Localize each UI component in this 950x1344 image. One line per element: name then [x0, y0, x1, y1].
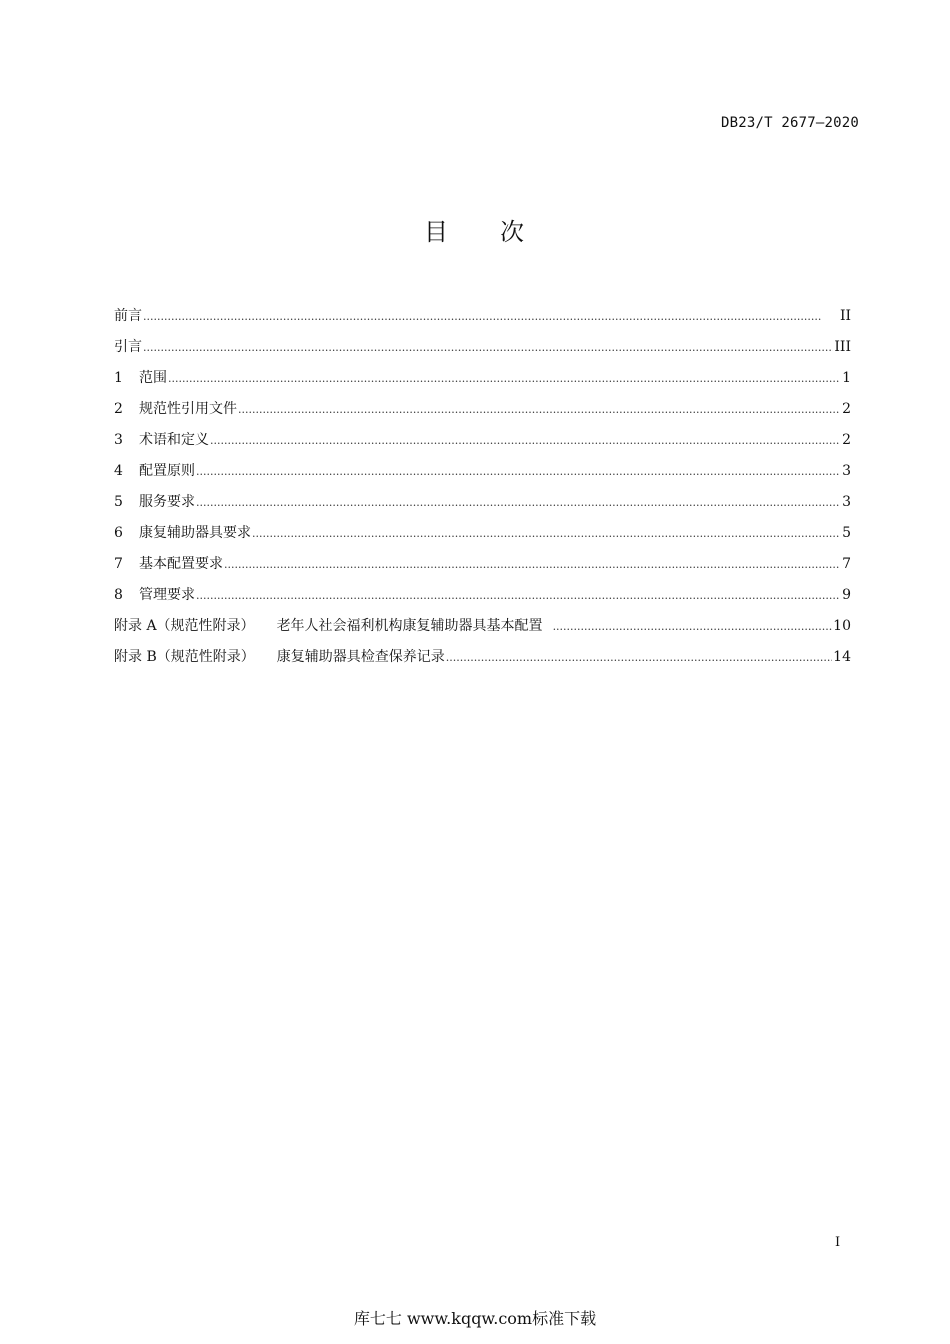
toc-entry-number: 7	[114, 555, 123, 572]
document-code: DB23/T 2677—2020	[720, 115, 859, 131]
toc-entry-5[interactable]	[114, 486, 851, 517]
toc-entry-label: 范围	[139, 369, 167, 386]
toc-entry-page: 7	[842, 555, 851, 572]
toc-entry-7[interactable]	[114, 548, 851, 579]
toc-entry-page: 3	[842, 493, 851, 510]
toc-entry-label: 引言	[114, 338, 142, 355]
toc-entry-label: 附录 B（规范性附录）	[114, 648, 255, 665]
toc-leader-dots	[196, 587, 840, 605]
footer-watermark-text: 库七七 www.kqqw.com标准下载	[353, 1309, 597, 1328]
toc-list	[114, 300, 851, 672]
toc-entry-1[interactable]	[114, 362, 851, 393]
toc-entry-number: 4	[114, 462, 123, 479]
toc-entry-4[interactable]	[114, 455, 851, 486]
toc-entry-page: 5	[842, 524, 851, 541]
toc-entry-page: 2	[842, 431, 851, 448]
toc-entry-appendix-b[interactable]	[114, 641, 851, 672]
toc-leader-dots	[224, 556, 840, 574]
toc-entry-number: 8	[114, 586, 123, 603]
toc-leader-dots	[143, 308, 821, 326]
toc-leader-dots	[168, 370, 840, 388]
toc-entry-foreword[interactable]	[114, 300, 851, 331]
toc-entry-3[interactable]	[114, 424, 851, 455]
page-number: I	[835, 1235, 841, 1250]
toc-entry-label: 管理要求	[139, 586, 195, 603]
toc-entry-label: 基本配置要求	[139, 555, 223, 572]
toc-entry-page: II	[839, 307, 851, 324]
toc-entry-8[interactable]	[114, 579, 851, 610]
toc-entry-page: III	[834, 338, 851, 355]
toc-leader-dots	[196, 463, 840, 481]
toc-entry-6[interactable]	[114, 517, 851, 548]
toc-entry-number: 1	[114, 369, 123, 386]
toc-entry-label: 服务要求	[139, 493, 195, 510]
toc-entry-number: 6	[114, 524, 123, 541]
toc-leader-dots	[238, 401, 840, 419]
toc-entry-subtitle: 康复辅助器具检查保养记录	[276, 648, 445, 665]
toc-leader-dots	[143, 339, 833, 357]
toc-leader-dots	[252, 525, 840, 543]
toc-entry-number: 3	[114, 431, 123, 448]
toc-title	[0, 212, 950, 247]
toc-entry-page: 10	[833, 617, 851, 634]
toc-entry-label: 规范性引用文件	[139, 400, 237, 417]
toc-entry-page: 2	[842, 400, 851, 417]
toc-entry-page: 3	[842, 462, 851, 479]
toc-entry-label: 康复辅助器具要求	[139, 524, 251, 541]
toc-entry-page: 1	[842, 369, 851, 386]
toc-leader-dots	[210, 432, 840, 450]
toc-entry-label: 配置原则	[139, 462, 195, 479]
toc-leader-dots	[196, 494, 840, 512]
toc-title-char-1: 目	[424, 218, 450, 246]
toc-entry-number: 5	[114, 493, 123, 510]
toc-entry-2[interactable]	[114, 393, 851, 424]
toc-entry-page: 9	[842, 586, 851, 603]
toc-entry-page: 14	[833, 648, 851, 665]
toc-entry-subtitle: 老年人社会福利机构康复辅助器具基本配置	[276, 617, 543, 634]
toc-leader-dots	[553, 618, 833, 636]
toc-entry-appendix-a[interactable]	[114, 610, 851, 641]
toc-title-char-2: 次	[500, 218, 526, 246]
toc-entry-introduction[interactable]	[114, 331, 851, 362]
toc-leader-dots	[446, 649, 832, 667]
toc-entry-number: 2	[114, 400, 123, 417]
toc-entry-label: 术语和定义	[139, 431, 209, 448]
toc-entry-label: 前言	[114, 307, 142, 324]
toc-entry-label: 附录 A（规范性附录）	[114, 617, 255, 634]
